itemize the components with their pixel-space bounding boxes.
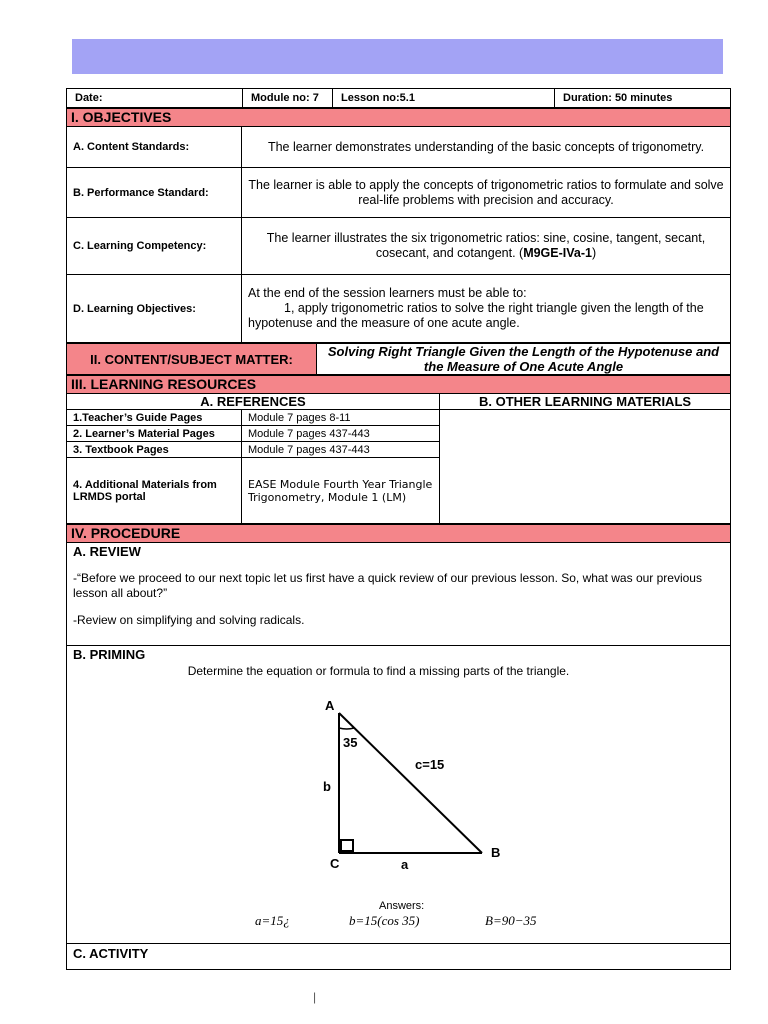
vertex-b-label: B	[491, 845, 501, 860]
answer-a: a=15¿	[255, 913, 290, 928]
angle-label: 35	[343, 735, 358, 750]
tg-pages-value: Module 7 pages 8-11	[242, 410, 440, 426]
procedure-table	[66, 524, 731, 970]
procedure-heading: IV. PROCEDURE	[67, 525, 731, 543]
triangle-figure	[73, 678, 725, 928]
review-paragraph-2: -Review on simplifying and solving radicals.	[73, 613, 305, 627]
priming-cell	[67, 646, 731, 944]
angle-arc	[339, 728, 354, 729]
content-table	[66, 343, 731, 375]
priming-heading: B. PRIMING	[73, 647, 146, 662]
lm-pages-value: Module 7 pages 437-443	[242, 426, 440, 442]
priming-instruction: Determine the equation or formula to find a missing parts of the triangle.	[187, 664, 570, 678]
vertex-c-label: C	[330, 856, 340, 871]
module-cell: Module no: 7	[243, 89, 333, 108]
objectives-table	[66, 108, 731, 343]
textbook-pages-label: 3. Textbook Pages	[67, 442, 242, 458]
resources-heading: III. LEARNING RESOURCES	[67, 376, 731, 394]
learning-competency-label: C. Learning Competency:	[67, 218, 242, 275]
answer-angle-b: B=90−35	[485, 913, 537, 928]
activity-heading: C. ACTIVITY	[67, 944, 731, 970]
competency-end: )	[591, 246, 597, 260]
objectives-heading: I. OBJECTIVES	[67, 109, 731, 127]
learning-objectives-text	[242, 275, 731, 343]
content-value: Solving Right Triangle Given the Length of the Hypotenuse and the Measure of One Acute Angle	[317, 344, 731, 375]
hypotenuse-line	[339, 713, 482, 853]
hypotenuse-label: c=15	[415, 757, 445, 772]
content-label: II. CONTENT/SUBJECT MATTER:	[67, 344, 317, 375]
page-footer-mark: |	[313, 990, 317, 1004]
side-b-label: b	[323, 779, 331, 794]
header-table	[66, 88, 731, 108]
resources-table	[66, 375, 731, 524]
textbook-pages-value: Module 7 pages 437-443	[242, 442, 440, 458]
content-standards-label: A. Content Standards:	[67, 127, 242, 168]
title-banner	[72, 39, 723, 74]
competency-main: The learner illustrates the six trigonometric ratios: sine, cosine, tangent, secant, cosecant, and cotangent. (	[266, 231, 706, 260]
performance-standard-text: The learner is able to apply the concepts of trigonometric ratios to formulate and solve real-life problems with precision and accuracy.	[242, 168, 731, 218]
performance-standard-label: B. Performance Standard:	[67, 168, 242, 218]
objectives-intro: At the end of the session learners must be able to:	[248, 286, 527, 300]
lm-pages-label: 2. Learner’s Material Pages	[67, 426, 242, 442]
answer-b: b=15(cos 35)	[349, 913, 420, 928]
vertex-a-label: A	[325, 698, 335, 713]
review-heading: A. REVIEW	[73, 544, 141, 559]
learning-objectives-label: D. Learning Objectives:	[67, 275, 242, 343]
review-paragraph-1: -“Before we proceed to our next topic let us first have a quick review of our previous lesson. So, what was our previous lesson all about?”	[73, 571, 702, 600]
objectives-item: 1, apply trigonometric ratios to solve the right triangle given the length of the hypotenuse and the measure of one acute angle.	[248, 301, 704, 330]
side-a-label: a	[401, 857, 409, 872]
references-heading: A. REFERENCES	[67, 394, 440, 410]
answers-label: Answers:	[379, 900, 425, 912]
review-cell	[67, 543, 731, 646]
additional-materials-value: EASE Module Fourth Year Triangle Trigonometry, Module 1 (LM)	[242, 458, 440, 524]
competency-code: M9GE-IVa-1	[523, 246, 592, 260]
date-cell: Date:	[67, 89, 243, 108]
additional-materials-label: 4. Additional Materials from LRMDS portal	[67, 458, 242, 524]
lesson-cell: Lesson no:5.1	[333, 89, 555, 108]
lesson-plan	[66, 88, 730, 970]
other-materials-cell	[440, 410, 731, 524]
duration-cell: Duration: 50 minutes	[555, 89, 731, 108]
other-materials-heading: B. OTHER LEARNING MATERIALS	[440, 394, 731, 410]
content-standards-text: The learner demonstrates understanding of the basic concepts of trigonometry.	[242, 127, 731, 168]
right-angle-mark	[341, 840, 353, 851]
learning-competency-text	[242, 218, 731, 275]
tg-pages-label: 1.Teacher’s Guide Pages	[67, 410, 242, 426]
